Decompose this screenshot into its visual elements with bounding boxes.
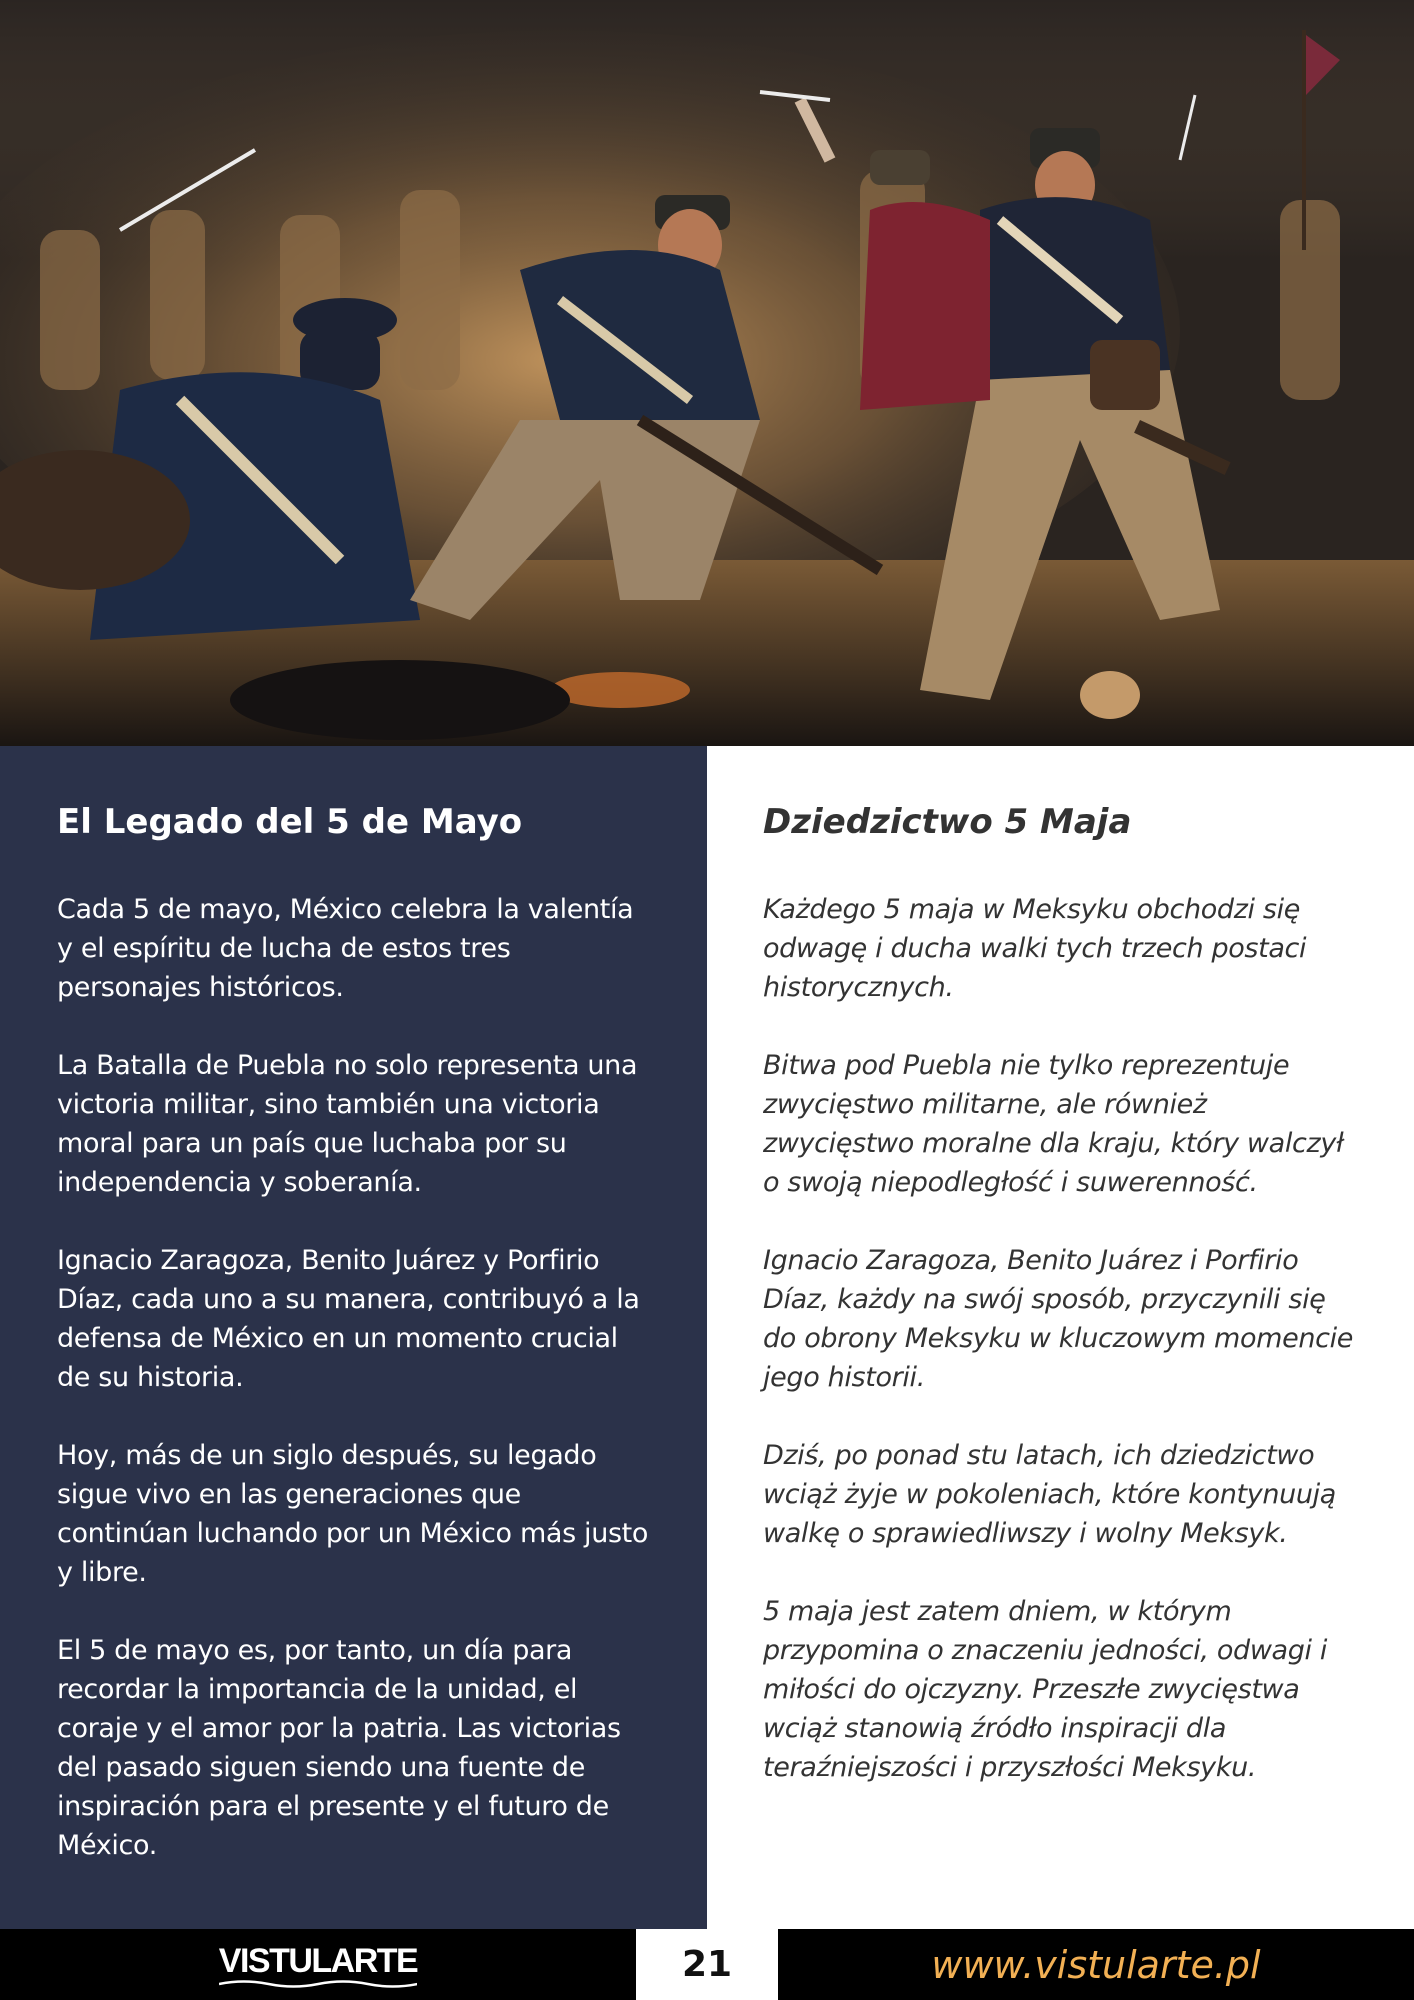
spanish-paragraph: Cada 5 de mayo, México celebra la valentía y el espíritu de lucha de estos tres personajes históricos. <box>57 894 634 1003</box>
polish-paragraph: Bitwa pod Puebla nie tylko reprezentuje zwycięstwo militarne, ale również zwycięstwo moralne dla kraju, który walczył o swoją niepodległość i suwerenność. <box>763 1050 1344 1198</box>
polish-text-panel <box>707 746 1414 1929</box>
spanish-title: El Legado del 5 de Mayo <box>57 802 523 842</box>
polish-paragraph: Dziś, po ponad stu latach, ich dziedzictwo wciąż żyje w pokoleniach, które kontynuują walkę o sprawiedliwszy i wolny Meksyk. <box>763 1440 1336 1549</box>
page-footer <box>0 1929 1414 2000</box>
brand-name: VISTULARTE <box>218 1942 418 1980</box>
polish-paragraph: 5 maja jest zatem dniem, w którym przypomina o znaczeniu jedności, odwagi i miłości do ojczyzny. Przeszłe zwycięstwa wciąż stanowią źródło inspiracji dla teraźniejszości i przyszłości Meksyku. <box>763 1596 1328 1783</box>
page-number: 21 <box>636 1929 778 2000</box>
wave-icon <box>219 1979 417 1989</box>
polish-paragraph: Każdego 5 maja w Meksyku obchodzi się odwagę i ducha walki tych trzech postaci historycznych. <box>763 894 1307 1003</box>
spanish-paragraph: Ignacio Zaragoza, Benito Juárez y Porfirio Díaz, cada uno a su manera, contribuyó a la defensa de México en un momento crucial de su historia. <box>57 1245 640 1393</box>
website-link[interactable]: www.vistularte.pl <box>931 1942 1261 1987</box>
polish-title: Dziedzictwo 5 Maja <box>763 802 1132 842</box>
battle-illustration <box>0 0 1414 746</box>
spanish-text-panel <box>0 746 707 1929</box>
brand-logo-text <box>219 1942 417 1987</box>
spanish-paragraph: Hoy, más de un siglo después, su legado sigue vivo en las generaciones que continúan luchando por un México más justo y libre. <box>57 1440 649 1588</box>
brand-logo <box>0 1929 636 2000</box>
polish-paragraph: Ignacio Zaragoza, Benito Juárez i Porfirio Díaz, każdy na swój sposób, przyczynili się do obrony Meksyku w kluczowym momencie jego historii. <box>763 1245 1354 1393</box>
spanish-paragraph: El 5 de mayo es, por tanto, un día para recordar la importancia de la unidad, el coraje y el amor por la patria. Las victorias del pasado siguen siendo una fuente de inspiración para el presente y el futuro de México. <box>57 1635 621 1861</box>
spanish-paragraph: La Batalla de Puebla no solo representa una victoria militar, sino también una victoria moral para un país que luchaba por su independencia y soberanía. <box>57 1050 638 1198</box>
battle-scene-image <box>0 0 1414 746</box>
